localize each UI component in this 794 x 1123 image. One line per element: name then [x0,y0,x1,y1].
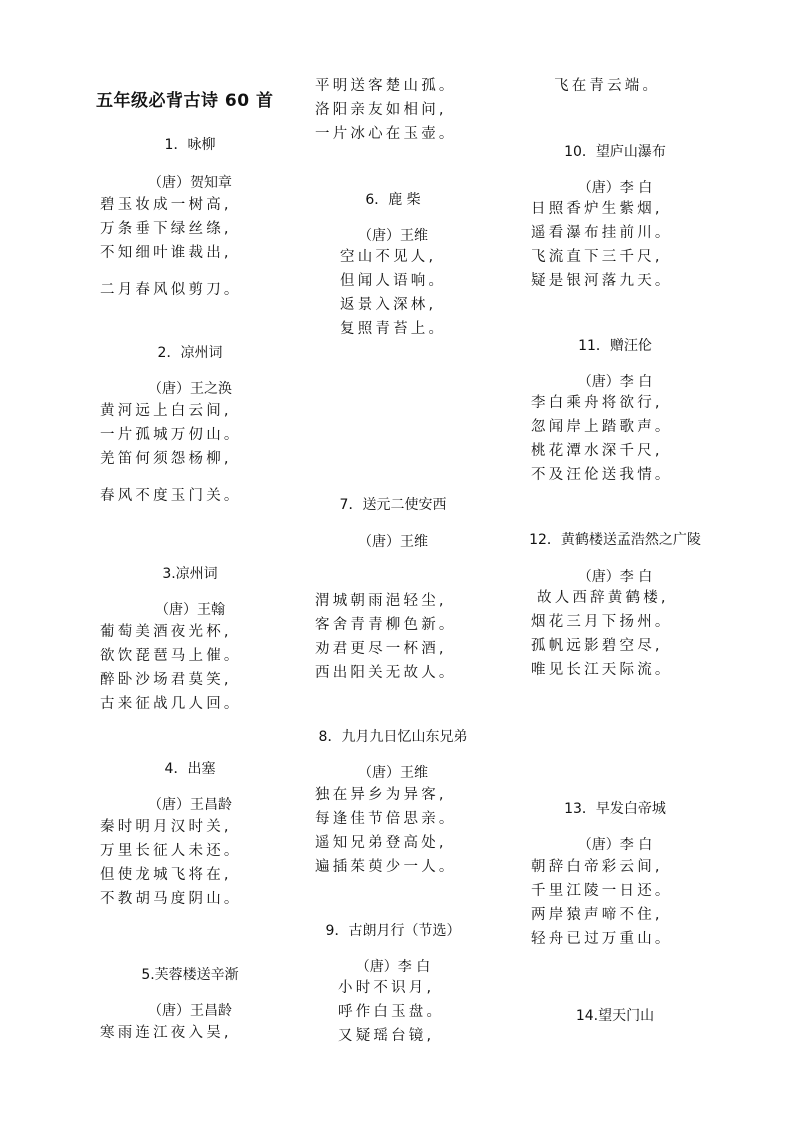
poem-line: 万里长征人未还。 [100,843,242,859]
poem-line: 遥看瀑布挂前川。 [531,225,673,241]
poem-line: 平明送客楚山孤。 [315,78,457,94]
poem-line: 唯见长江天际流。 [531,662,673,678]
poem-line: 秦时明月汉时关, [100,819,232,835]
poem-title: 3.凉州词 [162,566,218,582]
poem-line: 忽闻岸上踏歌声。 [531,419,673,435]
poem-line: 遍插茱萸少一人。 [315,859,457,875]
poem-title: 13．早发白帝城 [564,801,666,817]
poem-line: 独在异乡为异客, [315,787,447,803]
poem-line: 空山不见人, [340,249,437,265]
poem-line: 朝辞白帝彩云间, [531,859,663,875]
poem-title: 2．凉州词 [157,345,223,361]
poem-line: 呼作白玉盘。 [338,1004,445,1020]
poem-author: （唐）王昌龄 [148,1003,232,1019]
poem-line: 每逢佳节倍思亲。 [315,811,457,827]
poem-line: 碧玉妆成一树高, [100,197,232,213]
poem-line: 寒雨连江夜入吴, [100,1025,232,1041]
poem-line: 劝君更尽一杯酒, [315,641,447,657]
poem-title: 14.望天门山 [575,1008,655,1024]
poem-line: 日照香炉生紫烟, [531,201,663,217]
poem-line: 孤帆远影碧空尽, [531,638,663,654]
poem-line: 轻舟已过万重山。 [531,931,673,947]
poem-title: 1．咏柳 [164,137,216,153]
poem-line: 万条垂下绿丝绦, [100,221,232,237]
poem-line: 两岸猿声啼不住, [531,907,663,923]
poem-author: （唐）李 白 [577,569,653,585]
poem-line: 但闻人语响。 [340,273,447,289]
poem-author: （唐）王维 [358,228,428,244]
poem-author: （唐）王之涣 [148,381,232,397]
poem-line: 一片冰心在玉壶。 [315,126,457,142]
poem-title: 5.芙蓉楼送辛渐 [141,967,239,983]
poem-title: 4．出塞 [164,761,216,777]
poem-line: 返景入深林, [340,297,437,313]
poem-line: 古来征战几人回。 [100,696,242,712]
poem-line: 洛阳亲友如相问, [315,102,447,118]
poem-line: 羌笛何须怨杨柳, [100,451,232,467]
poem-line: 但使龙城飞将在, [100,867,232,883]
poem-author: （唐）王翰 [155,602,225,618]
poem-line: 遥知兄弟登高处, [315,835,447,851]
poem-line: 春风不度玉门关。 [100,488,242,504]
poem-line: 渭城朝雨浥轻尘, [315,593,447,609]
poem-line: 疑是银河落九天。 [531,273,673,289]
poem-title: 7．送元二使安西 [339,497,447,513]
poem-line: 桃花潭水深千尺, [531,443,663,459]
poem-line: 飞在青云端。 [554,78,661,94]
poem-author: （唐）王维 [358,534,428,550]
poem-author: （唐）王维 [358,765,428,781]
poem-title: 8．九月九日忆山东兄弟 [318,729,468,745]
poem-line: 二月春风似剪刀。 [100,282,242,298]
poem-line: 葡萄美酒夜光杯, [100,624,232,640]
poem-line: 醉卧沙场君莫笑, [100,672,232,688]
poem-author: （唐）李 白 [577,837,653,853]
poem-author: （唐）王昌龄 [148,797,232,813]
poem-line: 飞流直下三千尺, [531,249,663,265]
poem-line: 李白乘舟将欲行, [531,395,663,411]
poem-line: 又疑瑶台镜, [338,1028,435,1044]
poem-line: 黄河远上白云间, [100,403,232,419]
poem-line: 不教胡马度阴山。 [100,891,242,907]
poem-author: （唐）李 白 [355,959,431,975]
poem-line: 客舍青青柳色新。 [315,617,457,633]
poem-title: 10．望庐山瀑布 [564,144,666,160]
poem-title: 6．鹿 柴 [365,192,421,208]
poem-line: 不及汪伦送我情。 [531,467,673,483]
poem-line: 千里江陵一日还。 [531,883,673,899]
poem-title: 9．古朗月行（节选） [325,923,461,939]
poem-line: 西出阳关无故人。 [315,665,457,681]
poem-line: 小时不识月, [338,980,435,996]
poem-line: 复照青苔上。 [340,321,447,337]
poem-line: 烟花三月下扬州。 [531,614,673,630]
poem-line: 欲饮琵琶马上催。 [100,648,242,664]
poem-author: （唐）贺知章 [148,175,232,191]
poem-line: 不知细叶谁裁出, [100,245,232,261]
poem-line: 一片孤城万仞山。 [100,427,242,443]
poem-author: （唐）李 白 [577,180,653,196]
document-title: 五年级必背古诗 60 首 [96,91,274,111]
poem-title: 11．赠汪伦 [578,338,652,354]
poem-title: 12．黄鹤楼送孟浩然之广陵 [529,532,701,548]
poem-line: 故人西辞黄鹤楼, [537,590,669,606]
poem-author: （唐）李 白 [577,374,653,390]
